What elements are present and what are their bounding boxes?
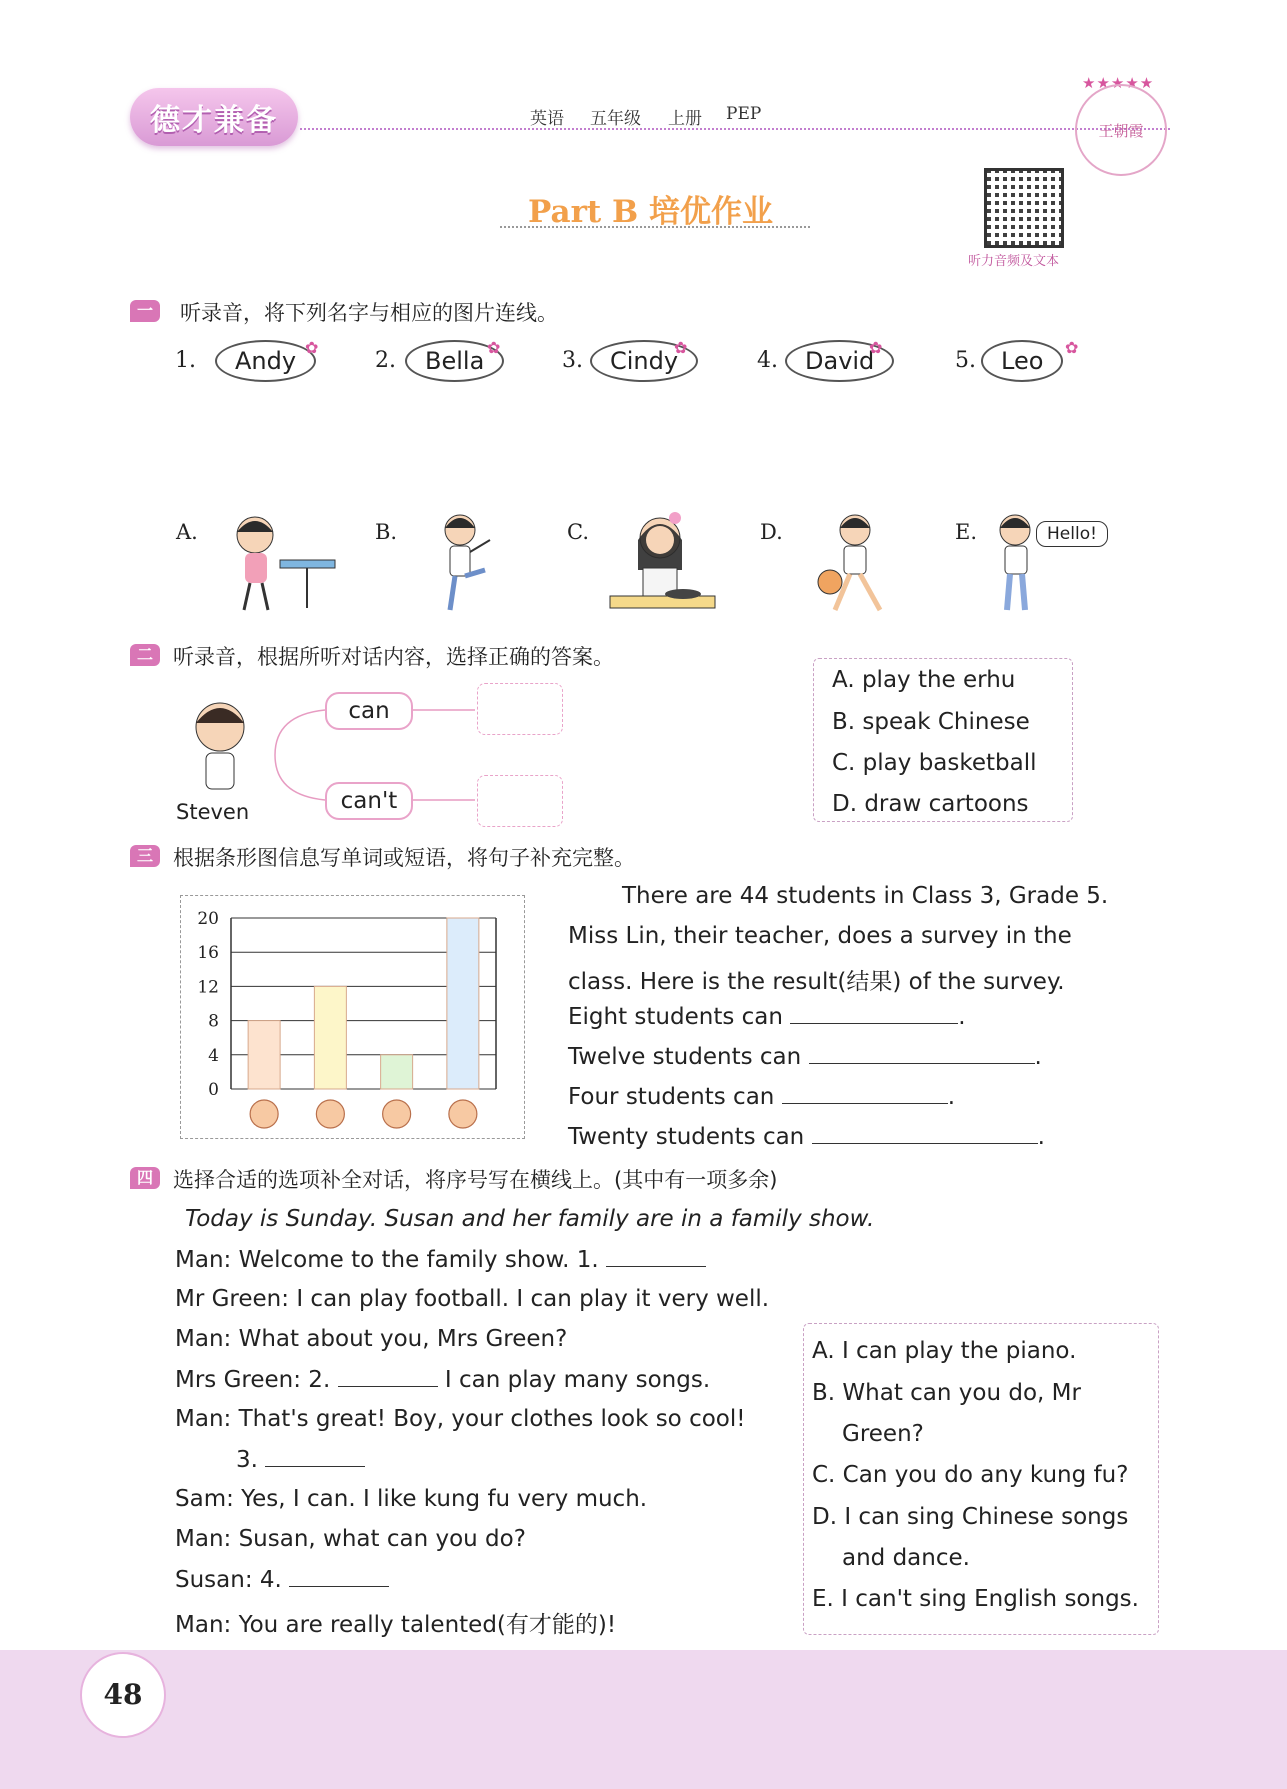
bar: [314, 986, 346, 1089]
bar: [381, 1055, 413, 1089]
y-tick-label: 4: [208, 1045, 219, 1066]
answer-blank[interactable]: [265, 1446, 365, 1467]
footer-wave: [0, 1650, 1287, 1789]
bar: [447, 918, 479, 1089]
brand-logo: 德才兼备: [130, 88, 298, 146]
name-number: 1.: [175, 348, 196, 373]
flower-icon: ✿: [487, 338, 501, 357]
paragraph-line-2: Miss Lin, their teacher, does a survey in the: [568, 923, 1072, 949]
category-icon: [250, 1100, 278, 1128]
dialogue-text: Man: Welcome to the family show. 1.: [175, 1247, 599, 1273]
option-e: E. I can't sing English songs.: [812, 1586, 1139, 1612]
steven-label: Steven: [176, 800, 250, 824]
header-divider: [300, 128, 1170, 130]
sentence-text: Four students can: [568, 1084, 775, 1110]
dialogue-line: [175, 1566, 389, 1593]
can-answer-box[interactable]: [477, 683, 563, 735]
y-tick-label: 16: [197, 943, 219, 964]
sentence-four: Four students can .: [568, 1084, 955, 1110]
section-4-title: 选择合适的选项补全对话，将序号写在横线上。(其中有一项多余): [173, 1168, 778, 1192]
dialogue-text: Mrs Green: 2.: [175, 1367, 331, 1393]
option-c: C. play basketball: [832, 750, 1037, 776]
qr-label: 听力音频及文本: [968, 254, 1060, 269]
stars-icon: ★★★★★: [1082, 74, 1155, 92]
name-oval[interactable]: Bella: [405, 340, 504, 382]
flower-icon: ✿: [1065, 338, 1079, 357]
section-3-badge: 三: [130, 845, 160, 867]
dialogue-intro: Today is Sunday. Susan and her family are in a family show.: [185, 1206, 875, 1232]
section-3-title: 根据条形图信息写单词或短语，将句子补充完整。: [173, 846, 635, 870]
y-tick-label: 0: [208, 1080, 219, 1100]
steven-picture: [180, 695, 260, 795]
speech-bubble: Hello!: [1036, 521, 1108, 547]
option-d: D. draw cartoons: [832, 791, 1029, 817]
option-b-cont: Green?: [842, 1421, 924, 1447]
answer-blank[interactable]: [782, 1083, 948, 1104]
flower-icon: ✿: [869, 338, 883, 357]
page-number: 48: [80, 1652, 166, 1738]
dialogue-line: Man: You are really talented(有才能的)!: [175, 1612, 617, 1638]
title-underline: [500, 226, 810, 228]
option-b: B. What can you do, Mr: [812, 1380, 1081, 1406]
chart-frame: [180, 895, 525, 1139]
sentence-twelve: Twelve students can .: [568, 1044, 1042, 1070]
name-oval[interactable]: Andy: [215, 340, 316, 382]
sentence-eight: Eight students can .: [568, 1004, 966, 1030]
sentence-text: Twelve students can: [568, 1044, 802, 1070]
volume-label: 上册: [668, 109, 702, 129]
dialogue-line: [175, 1366, 710, 1393]
bar-chart: [181, 896, 524, 1138]
bar: [248, 1021, 280, 1089]
girl-ping-pong-picture[interactable]: [210, 510, 340, 620]
section-2-badge: 二: [130, 644, 160, 666]
sentence-text: Eight students can: [568, 1004, 783, 1030]
category-icon: [449, 1100, 477, 1128]
name-number: 3.: [562, 348, 583, 373]
answer-blank[interactable]: [289, 1566, 389, 1587]
dialogue-line: Mr Green: I can play football. I can play it very well.: [175, 1286, 770, 1312]
picture-letter-d: D.: [760, 520, 783, 544]
option-c: C. Can you do any kung fu?: [812, 1462, 1129, 1488]
answer-blank[interactable]: [338, 1366, 438, 1387]
name-number: 2.: [375, 348, 396, 373]
section-2-options: [813, 658, 1073, 822]
section-4-badge: 四: [130, 1167, 160, 1189]
boy-basketball-picture[interactable]: [800, 510, 900, 620]
dialogue-line: [236, 1446, 365, 1473]
picture-letter-c: C.: [567, 520, 589, 544]
author-seal: 王朝霞: [1075, 84, 1167, 176]
dialogue-line: Man: What about you, Mrs Green?: [175, 1326, 568, 1352]
option-b: B. speak Chinese: [832, 709, 1030, 735]
y-tick-label: 12: [197, 977, 219, 998]
paragraph-line-3: class. Here is the result(结果) of the survey.: [568, 969, 1065, 995]
dialogue-text: Susan: 4.: [175, 1567, 282, 1593]
can-box: can: [325, 692, 413, 730]
grade-label: 五年级: [590, 109, 641, 129]
name-number: 4.: [757, 348, 778, 373]
flower-icon: ✿: [305, 338, 319, 357]
girl-cooking-picture[interactable]: [605, 510, 720, 620]
y-tick-label: 8: [208, 1011, 219, 1032]
answer-blank[interactable]: [812, 1123, 1038, 1144]
answer-blank[interactable]: [606, 1246, 706, 1267]
boy-kung-fu-picture[interactable]: [420, 510, 510, 620]
section-2-title: 听录音，根据所听对话内容，选择正确的答案。: [173, 645, 614, 669]
edition-label: PEP: [726, 104, 762, 124]
qr-code-icon[interactable]: [984, 168, 1064, 248]
answer-blank[interactable]: [809, 1043, 1035, 1064]
answer-blank[interactable]: [790, 1003, 958, 1024]
dialogue-line: Sam: Yes, I can. I like kung fu very much.: [175, 1486, 648, 1512]
section-4-options: [803, 1323, 1159, 1635]
cant-answer-box[interactable]: [477, 775, 563, 827]
sentence-twenty: Twenty students can .: [568, 1124, 1045, 1150]
sentence-text: Twenty students can: [568, 1124, 805, 1150]
name-oval[interactable]: Leo: [981, 340, 1063, 382]
subject-label: 英语: [530, 109, 564, 129]
dialogue-line: Man: Susan, what can you do?: [175, 1526, 526, 1552]
picture-letter-e: E.: [955, 520, 978, 544]
option-d-cont: and dance.: [842, 1545, 970, 1571]
option-a: A. play the erhu: [832, 667, 1016, 693]
picture-letter-b: B.: [375, 520, 398, 544]
dialogue-text: 3.: [236, 1447, 258, 1473]
name-oval[interactable]: Cindy: [590, 340, 698, 382]
dialogue-line: Man: That's great! Boy, your clothes look so cool!: [175, 1406, 746, 1432]
option-a: A. I can play the piano.: [812, 1338, 1077, 1364]
section-1-title: 听录音，将下列名字与相应的图片连线。: [180, 301, 558, 325]
page-title: Part B 培优作业: [528, 194, 774, 230]
section-1-badge: 一: [130, 300, 160, 322]
picture-letter-a: A.: [176, 520, 198, 544]
cant-box: can't: [325, 782, 413, 820]
name-number: 5.: [955, 348, 976, 373]
dialogue-line: [175, 1246, 706, 1273]
flower-icon: ✿: [674, 338, 688, 357]
paragraph-line-1: There are 44 students in Class 3, Grade 5.: [622, 883, 1109, 909]
name-oval[interactable]: David: [785, 340, 894, 382]
category-icon: [316, 1100, 344, 1128]
dialogue-text: I can play many songs.: [444, 1367, 711, 1393]
option-d: D. I can sing Chinese songs: [812, 1504, 1129, 1530]
y-tick-label: 20: [197, 909, 219, 929]
category-icon: [383, 1100, 411, 1128]
